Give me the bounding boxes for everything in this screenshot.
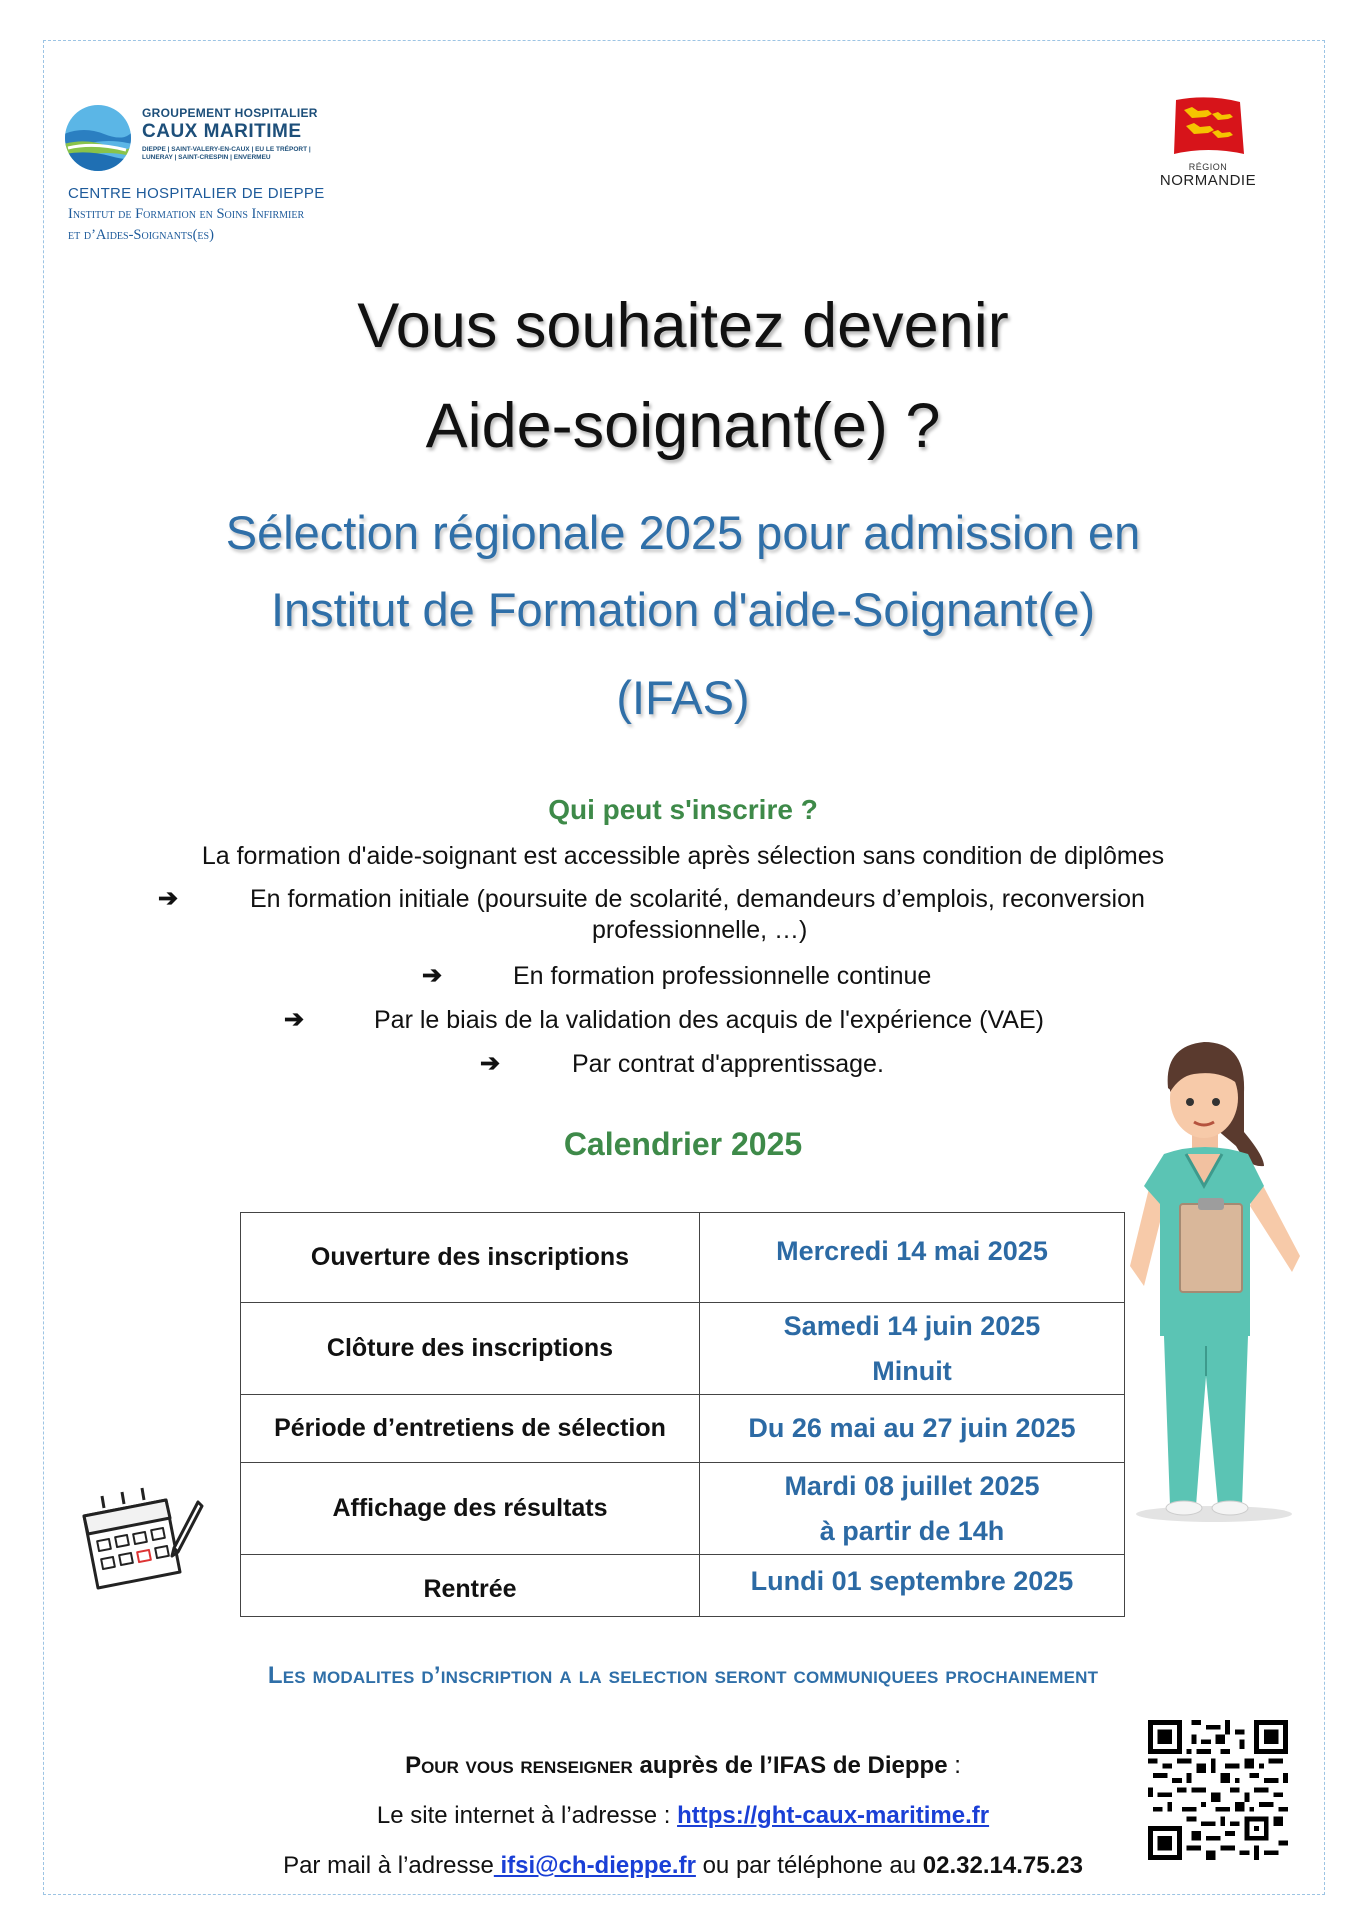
arrow-right-icon: ➔ [480,1050,501,1077]
row-label: Ouverture des inscriptions [241,1213,700,1303]
row-value-line1: Mercredi 14 mai 2025 [776,1236,1048,1266]
ght-line1: GROUPEMENT HOSPITALIER [142,106,318,120]
footer-info-caps: Pour vous renseigner [405,1752,633,1779]
institution-line2: Institut de Formation en Soins Infirmier [68,206,305,222]
ght-logo-icon [64,104,132,172]
subtitle-line3: (IFAS) [616,671,750,724]
footer-info-colon: : [947,1752,961,1779]
who-item-4: Par contrat d'apprentissage. [572,1050,884,1078]
main-title-line2: Aide-soignant(e) ? [425,391,941,461]
row-value-line2: à partir de 14h [819,1515,1005,1546]
who-heading: Qui peut s'inscrire ? [548,794,818,825]
footer-site-prefix: Le site internet à l’adresse : [376,1802,678,1829]
normandie-flag-icon [1168,96,1248,158]
ght-line3: DIEPPE | SAINT-VALERY-EN-CAUX | EU LE TRÉPORT | LUNERAY | SAINT-CRESPIN | ENVERMEU [142,146,311,161]
nurse-illustration [1124,1036,1304,1526]
footer-mail-middle: ou par téléphone au [695,1852,923,1879]
main-title-line1: Vous souhaitez devenir [357,291,1009,361]
row-label: Période d’entretiens de sélection [241,1395,700,1463]
subtitle-line1: Sélection régionale 2025 pour admission en [225,506,1141,559]
calendar-icon [74,1486,204,1596]
qr-code-icon[interactable] [1148,1720,1288,1860]
row-value [700,1395,1125,1463]
table-row [241,1213,1125,1303]
institution-line1: CENTRE HOSPITALIER DE DIEPPE [68,185,325,202]
region-name: NORMANDIE [1159,172,1257,189]
arrow-right-icon: ➔ [158,885,179,912]
region-label: RÉGION [1188,162,1228,172]
row-value-line1: Du 26 mai au 27 juin 2025 [748,1413,1076,1443]
arrow-right-icon: ➔ [422,962,443,989]
row-value [700,1213,1125,1303]
who-item-1a: En formation initiale (poursuite de scolarité, demandeurs d’emplois, reconversion [250,885,1145,913]
row-value [700,1463,1125,1555]
ght-line2: CAUX MARITIME [142,121,302,142]
email-link[interactable]: ifsi@ch-dieppe.fr [493,1852,696,1879]
modalites-notice: Les modalites d’inscription a la selection seront communiquees prochainement [267,1662,1099,1689]
table-row [241,1303,1125,1395]
calendar-heading: Calendrier 2025 [563,1126,803,1162]
footer-mail-prefix: Par mail à l’adresse [283,1852,494,1879]
row-label: Clôture des inscriptions [241,1303,700,1395]
row-label: Rentrée [241,1555,700,1617]
row-value-line2: Minuit [872,1355,952,1386]
institution-block [68,183,325,246]
row-value-line1: Mardi 08 juillet 2025 [784,1470,1040,1501]
row-value-line1: Samedi 14 juin 2025 [783,1310,1041,1341]
institution-line3: et d’Aides-Soignants(es) [68,227,214,243]
ght-name [142,106,332,162]
subtitle-line2: Institut de Formation d'aide-Soignant(e) [270,583,1096,636]
table-row [241,1555,1125,1617]
who-item-3: Par le biais de la validation des acquis de l'expérience (VAE) [374,1006,1044,1034]
row-value [700,1303,1125,1395]
table-row [241,1395,1125,1463]
footer-info-rest: auprès de l’IFAS de Dieppe [632,1752,948,1779]
arrow-right-icon: ➔ [284,1006,305,1033]
who-item-2: En formation professionnelle continue [513,962,932,990]
phone-number: 02.32.14.75.23 [922,1852,1083,1879]
calendar-table [240,1212,1125,1617]
normandie-logo [1148,96,1268,189]
row-label: Affichage des résultats [241,1463,700,1555]
table-row [241,1463,1125,1555]
website-link[interactable]: https://ght-caux-maritime.fr [677,1802,990,1829]
row-value-line1: Lundi 01 septembre 2025 [750,1566,1074,1596]
who-intro: La formation d'aide-soignant est accessible après sélection sans condition de diplômes [201,842,1165,870]
who-item-1b: professionnelle, …) [592,916,808,944]
row-value [700,1555,1125,1617]
